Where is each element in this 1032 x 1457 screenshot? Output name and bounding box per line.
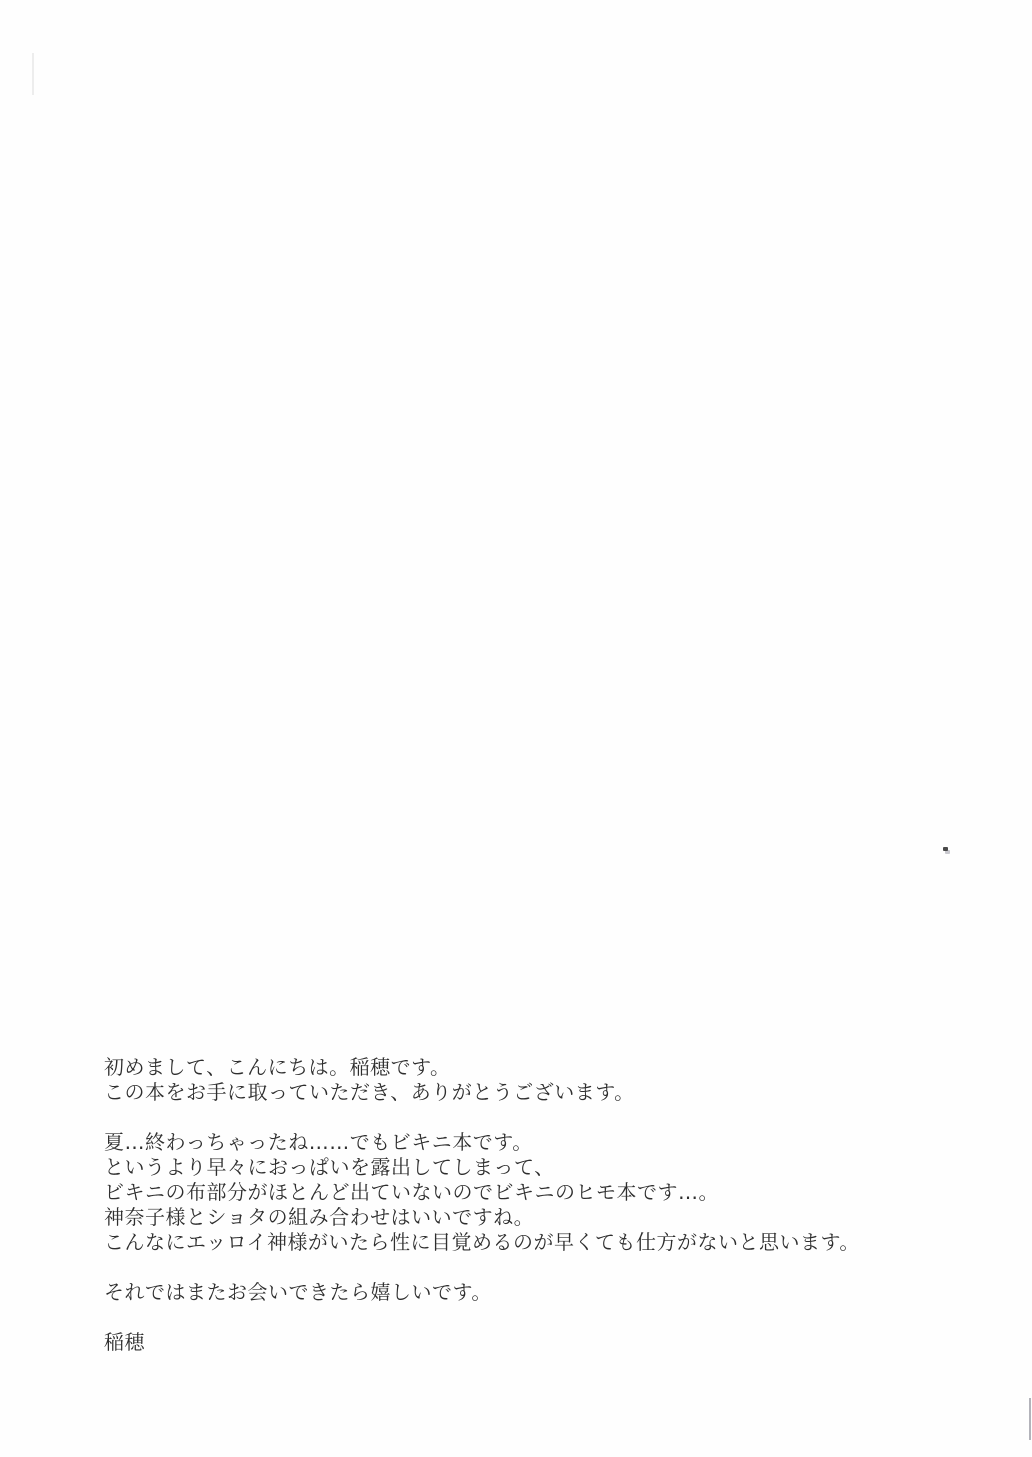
afterword-line: それではまたお会いできたら嬉しいです。 — [104, 1280, 492, 1304]
afterword-line: 初めまして、こんにちは。稲穂です。 — [104, 1055, 451, 1079]
afterword-paragraph-greeting — [104, 1055, 924, 1105]
afterword-line: 神奈子様とショタの組み合わせはいいですね。 — [104, 1205, 535, 1229]
afterword-line: というより早々におっぱいを露出してしまって、 — [104, 1155, 555, 1179]
afterword-line: ビキニの布部分がほとんど出ていないのでビキニのヒモ本です…。 — [104, 1180, 719, 1204]
afterword-line: こんなにエッロイ神様がいたら性に目覚めるのが早くても仕方がないと思います。 — [104, 1230, 860, 1254]
scan-speck-artifact — [943, 847, 948, 851]
afterword-text-block — [104, 1055, 924, 1355]
scan-right-edge-line-artifact — [1029, 1398, 1031, 1440]
afterword-paragraph-closing — [104, 1280, 924, 1305]
afterword-signature — [104, 1330, 924, 1355]
afterword-line: 夏…終わっちゃったね……でもビキニ本です。 — [104, 1130, 533, 1154]
author-signature: 稲穂 — [104, 1330, 145, 1354]
afterword-paragraph-body — [104, 1130, 924, 1255]
scan-left-edge-smudge-artifact — [32, 53, 34, 95]
afterword-line: この本をお手に取っていただき、ありがとうございます。 — [104, 1080, 635, 1104]
